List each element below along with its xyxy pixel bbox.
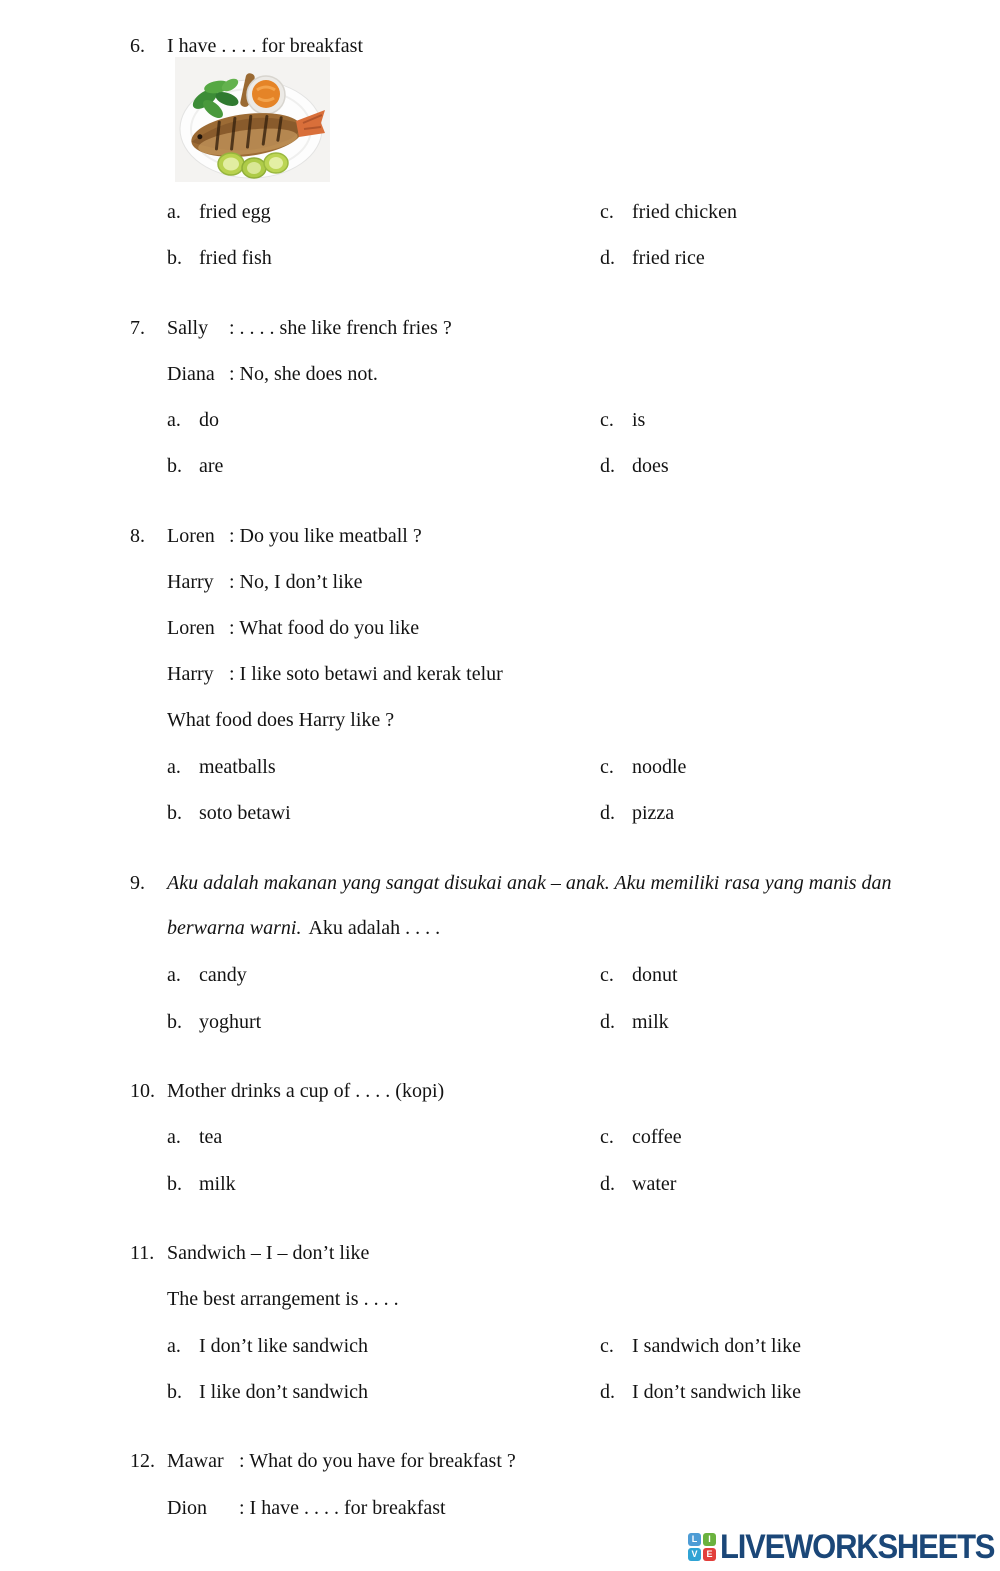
question-9-line-2	[167, 916, 440, 940]
option-letter: b.	[167, 455, 182, 477]
dialogue-text: : No, I don’t like	[229, 571, 363, 593]
question-9-options-row-2	[0, 1010, 1000, 1034]
question-6-option-d[interactable]	[600, 246, 705, 270]
option-letter: b.	[167, 1173, 182, 1195]
question-9-number: 9.	[130, 872, 145, 894]
option-letter: c.	[600, 1335, 614, 1357]
question-7-number: 7.	[130, 317, 145, 339]
question-11-options-row-2	[0, 1380, 1000, 1404]
option-text: yoghurt	[199, 1011, 262, 1033]
question-12	[130, 1449, 516, 1473]
option-text: milk	[632, 1011, 669, 1033]
question-7-option-b[interactable]	[167, 454, 223, 478]
question-10-options-row-2	[0, 1172, 1000, 1196]
option-letter: a.	[167, 756, 181, 778]
question-11	[130, 1241, 369, 1265]
question-9-italic-line-2: berwarna warni.	[167, 917, 302, 939]
question-10-number: 10.	[130, 1080, 155, 1102]
option-letter: a.	[167, 201, 181, 223]
question-12-dialogue-2	[167, 1496, 446, 1520]
question-9-italic-line-1: Aku adalah makanan yang sangat disukai anak – anak. Aku memiliki rasa yang manis dan	[167, 872, 892, 894]
option-letter: b.	[167, 247, 182, 269]
question-7-options-row-2	[0, 454, 1000, 478]
logo-square-e: E	[703, 1548, 716, 1561]
option-text: fried rice	[632, 247, 705, 269]
question-11-option-c[interactable]	[600, 1334, 801, 1358]
option-letter: a.	[167, 1335, 181, 1357]
speaker-name: Loren	[167, 617, 215, 639]
option-text: I don’t sandwich like	[632, 1381, 802, 1403]
question-9-option-c[interactable]	[600, 963, 678, 987]
option-text: is	[632, 409, 646, 431]
question-8-option-a[interactable]	[167, 755, 276, 779]
question-9	[130, 871, 892, 895]
speaker-name: Mawar	[167, 1450, 224, 1472]
question-9-option-d[interactable]	[600, 1010, 669, 1034]
question-8-options-row-1	[0, 755, 1000, 779]
option-text: milk	[199, 1173, 236, 1195]
question-8-option-c[interactable]	[600, 755, 686, 779]
question-7-option-d[interactable]	[600, 454, 669, 478]
option-text: do	[199, 409, 219, 431]
question-6-number: 6.	[130, 35, 145, 57]
option-text: water	[632, 1173, 677, 1195]
question-11-prompt: Sandwich – I – don’t like	[167, 1242, 370, 1264]
question-8-dialogue-3	[167, 616, 419, 640]
option-text: I like don’t sandwich	[199, 1381, 369, 1403]
option-letter: d.	[600, 802, 615, 824]
question-11-options-row-1	[0, 1334, 1000, 1358]
question-6-option-a[interactable]	[167, 200, 271, 224]
question-11-number: 11.	[130, 1242, 155, 1264]
dialogue-text: : Do you like meatball ?	[229, 525, 422, 547]
option-text: are	[199, 455, 224, 477]
question-7-dialogue-2	[167, 362, 378, 386]
option-letter: a.	[167, 409, 181, 431]
question-6-option-c[interactable]	[600, 200, 737, 224]
question-8	[130, 524, 422, 548]
liveworksheets-logo[interactable]	[688, 1529, 994, 1565]
option-letter: a.	[167, 1126, 181, 1148]
option-letter: d.	[600, 455, 615, 477]
question-9-option-b[interactable]	[167, 1010, 261, 1034]
question-9-regular-line-2: Aku adalah . . . .	[308, 917, 441, 939]
question-6-options-row-1	[0, 200, 1000, 224]
option-text: pizza	[632, 802, 675, 824]
liveworksheets-logo-text: LIVEWORKSHEETS	[720, 1527, 995, 1566]
option-text: does	[632, 455, 669, 477]
option-text: donut	[632, 964, 678, 986]
question-10-option-b[interactable]	[167, 1172, 236, 1196]
question-text: What food does Harry like ?	[167, 709, 395, 731]
option-letter: c.	[600, 756, 614, 778]
option-text: fried egg	[199, 201, 271, 223]
question-6-prompt: I have . . . . for breakfast	[167, 35, 364, 57]
question-8-option-b[interactable]	[167, 801, 291, 825]
logo-square-i: I	[703, 1533, 716, 1546]
logo-square-v: V	[688, 1548, 701, 1561]
dialogue-text: : No, she does not.	[229, 363, 378, 385]
liveworksheets-logo-icon	[688, 1533, 716, 1561]
question-11-option-b[interactable]	[167, 1380, 368, 1404]
question-7-options-row-1	[0, 408, 1000, 432]
dialogue-text: : I like soto betawi and kerak telur	[229, 663, 503, 685]
speaker-name: Harry	[167, 663, 214, 685]
option-letter: b.	[167, 1011, 182, 1033]
dialogue-text: : I have . . . . for breakfast	[239, 1497, 446, 1519]
question-8-number: 8.	[130, 525, 145, 547]
question-9-option-a[interactable]	[167, 963, 247, 987]
option-letter: d.	[600, 1381, 615, 1403]
dialogue-text: : What food do you like	[229, 617, 420, 639]
option-letter: b.	[167, 802, 182, 824]
speaker-name: Loren	[167, 525, 215, 547]
question-12-number: 12.	[130, 1450, 155, 1472]
question-8-options-row-2	[0, 801, 1000, 825]
option-text: soto betawi	[199, 802, 291, 824]
option-text: fried chicken	[632, 201, 737, 223]
dialogue-text: : What do you have for breakfast ?	[239, 1450, 516, 1472]
dialogue-text: : . . . . she like french fries ?	[229, 317, 452, 339]
option-letter: d.	[600, 1173, 615, 1195]
question-10-option-c[interactable]	[600, 1125, 682, 1149]
option-text: I don’t like sandwich	[199, 1335, 369, 1357]
option-letter: c.	[600, 1126, 614, 1148]
option-letter: c.	[600, 409, 614, 431]
option-text: fried fish	[199, 247, 272, 269]
question-7	[130, 316, 452, 340]
logo-square-l: L	[688, 1533, 701, 1546]
speaker-name: Diana	[167, 363, 215, 385]
question-7-option-c[interactable]	[600, 408, 645, 432]
question-11-line-2	[167, 1287, 399, 1311]
question-10-option-a[interactable]	[167, 1125, 222, 1149]
question-11-option-a[interactable]	[167, 1334, 368, 1358]
question-10-options-row-1	[0, 1125, 1000, 1149]
option-text: I sandwich don’t like	[632, 1335, 802, 1357]
option-text: noodle	[632, 756, 687, 778]
question-6-options-row-2	[0, 246, 1000, 270]
question-6	[130, 34, 363, 58]
option-letter: d.	[600, 1011, 615, 1033]
question-8-dialogue-2	[167, 570, 363, 594]
question-7-option-a[interactable]	[167, 408, 219, 432]
question-8-option-d[interactable]	[600, 801, 674, 825]
speaker-name: Harry	[167, 571, 214, 593]
option-letter: b.	[167, 1381, 182, 1403]
option-text: meatballs	[199, 756, 276, 778]
speaker-name: Sally	[167, 317, 209, 339]
option-text: coffee	[632, 1126, 682, 1148]
question-9-options-row-1	[0, 963, 1000, 987]
question-10-option-d[interactable]	[600, 1172, 676, 1196]
question-8-question-line	[167, 708, 394, 732]
fried-fish-photo	[175, 57, 330, 182]
question-8-dialogue-4	[167, 662, 503, 686]
question-text: The best arrangement is . . . .	[167, 1288, 399, 1310]
question-11-option-d[interactable]	[600, 1380, 801, 1404]
speaker-name: Dion	[167, 1497, 207, 1519]
option-text: tea	[199, 1126, 223, 1148]
question-10	[130, 1079, 444, 1103]
option-letter: d.	[600, 247, 615, 269]
option-letter: c.	[600, 964, 614, 986]
option-letter: a.	[167, 964, 181, 986]
question-10-prompt: Mother drinks a cup of . . . . (kopi)	[167, 1080, 445, 1102]
option-letter: c.	[600, 201, 614, 223]
option-text: candy	[199, 964, 247, 986]
question-6-option-b[interactable]	[167, 246, 272, 270]
